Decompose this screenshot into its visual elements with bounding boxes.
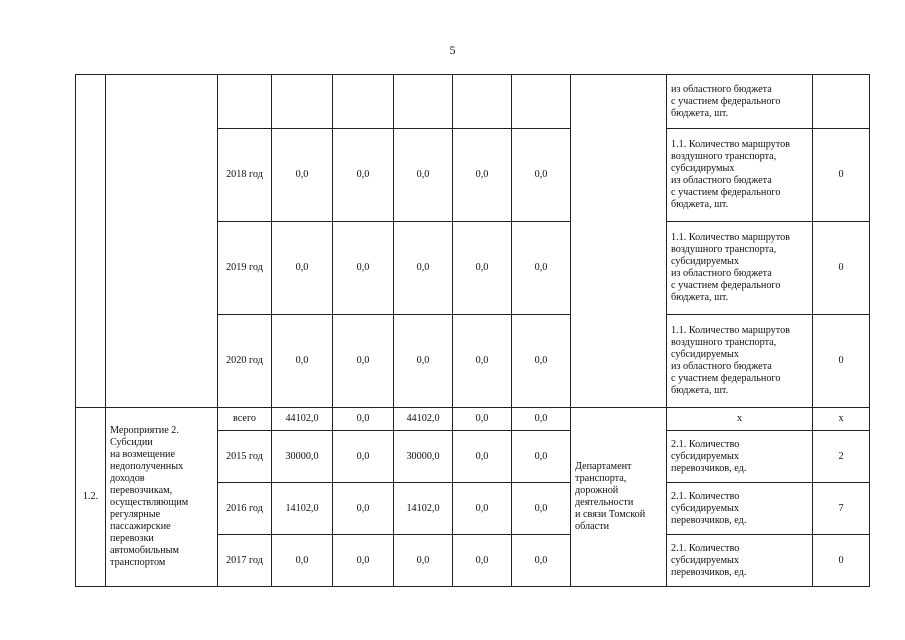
row-number-cell: 1.2. (76, 408, 106, 587)
value-cell: 44102,0 (272, 408, 333, 431)
event-cell (106, 75, 218, 408)
value-cell: 0,0 (453, 408, 512, 431)
executor-cell: Департамент транспорта, дорожной деятельности и связи Томской области (571, 408, 667, 587)
year-cell: 2015 год (218, 431, 272, 483)
value-cell: 0,0 (394, 222, 453, 315)
value-cell: 0,0 (333, 431, 394, 483)
value-cell: 0,0 (272, 535, 333, 587)
value-cell: 0,0 (512, 129, 571, 222)
value-cell: 0,0 (512, 222, 571, 315)
indicator-cell: x (667, 408, 813, 431)
value-cell: 0,0 (453, 483, 512, 535)
value-cell: 0,0 (272, 222, 333, 315)
page-number: 5 (449, 43, 456, 57)
indicator-value-cell (813, 75, 870, 129)
value-cell: 0,0 (333, 535, 394, 587)
value-cell: 14102,0 (394, 483, 453, 535)
indicator-value-cell: 0 (813, 535, 870, 587)
indicator-value-cell: 0 (813, 315, 870, 408)
value-cell: 0,0 (453, 315, 512, 408)
indicator-cell: 2.1. Количество субсидируемых перевозчиков, ед. (667, 431, 813, 483)
year-cell: 2019 год (218, 222, 272, 315)
year-cell (218, 75, 272, 129)
value-cell: 14102,0 (272, 483, 333, 535)
value-cell: 44102,0 (394, 408, 453, 431)
value-cell: 0,0 (512, 431, 571, 483)
value-cell: 0,0 (333, 315, 394, 408)
value-cell (512, 75, 571, 129)
event-cell: Мероприятие 2. Субсидии на возмещение недополученных доходов перевозчикам, осуществляющим регулярные пассажирские перевозки автомобильным транспортом (106, 408, 218, 587)
year-cell: 2020 год (218, 315, 272, 408)
value-cell (453, 75, 512, 129)
indicator-value-cell: 7 (813, 483, 870, 535)
value-cell: 0,0 (512, 535, 571, 587)
executor-cell (571, 75, 667, 408)
value-cell: 0,0 (512, 483, 571, 535)
indicator-value-cell: x (813, 408, 870, 431)
indicator-value-cell: 2 (813, 431, 870, 483)
indicator-cell: 2.1. Количество субсидируемых перевозчиков, ед. (667, 535, 813, 587)
value-cell: 0,0 (453, 535, 512, 587)
value-cell: 0,0 (333, 129, 394, 222)
year-cell: 2017 год (218, 535, 272, 587)
row-number-cell (76, 75, 106, 408)
value-cell: 0,0 (272, 129, 333, 222)
value-cell: 0,0 (512, 408, 571, 431)
value-cell: 0,0 (394, 129, 453, 222)
year-cell: 2018 год (218, 129, 272, 222)
value-cell: 0,0 (333, 222, 394, 315)
indicator-cell: 1.1. Количество маршрутов воздушного транспорта, субсидируемых из областного бюджета с участием федерального бюджета, шт. (667, 315, 813, 408)
value-cell: 0,0 (333, 483, 394, 535)
value-cell: 30000,0 (394, 431, 453, 483)
value-cell: 0,0 (453, 222, 512, 315)
indicator-cell: из областного бюджета с участием федерального бюджета, шт. (667, 75, 813, 129)
value-cell: 0,0 (394, 315, 453, 408)
value-cell: 0,0 (394, 535, 453, 587)
value-cell (333, 75, 394, 129)
program-table (75, 74, 870, 587)
table-row (76, 408, 870, 431)
indicator-cell: 1.1. Количество маршрутов воздушного транспорта, субсидируемых из областного бюджета с участием федерального бюджета, шт. (667, 222, 813, 315)
value-cell (272, 75, 333, 129)
value-cell (394, 75, 453, 129)
year-cell: 2016 год (218, 483, 272, 535)
value-cell: 0,0 (512, 315, 571, 408)
value-cell: 0,0 (453, 431, 512, 483)
year-cell: всего (218, 408, 272, 431)
indicator-cell: 2.1. Количество субсидируемых перевозчиков, ед. (667, 483, 813, 535)
indicator-cell: 1.1. Количество маршрутов воздушного транспорта, субсидирумых из областного бюджета с участием федерального бюджета, шт. (667, 129, 813, 222)
indicator-value-cell: 0 (813, 222, 870, 315)
value-cell: 30000,0 (272, 431, 333, 483)
value-cell: 0,0 (453, 129, 512, 222)
table-row (76, 75, 870, 129)
indicator-value-cell: 0 (813, 129, 870, 222)
value-cell: 0,0 (333, 408, 394, 431)
value-cell: 0,0 (272, 315, 333, 408)
